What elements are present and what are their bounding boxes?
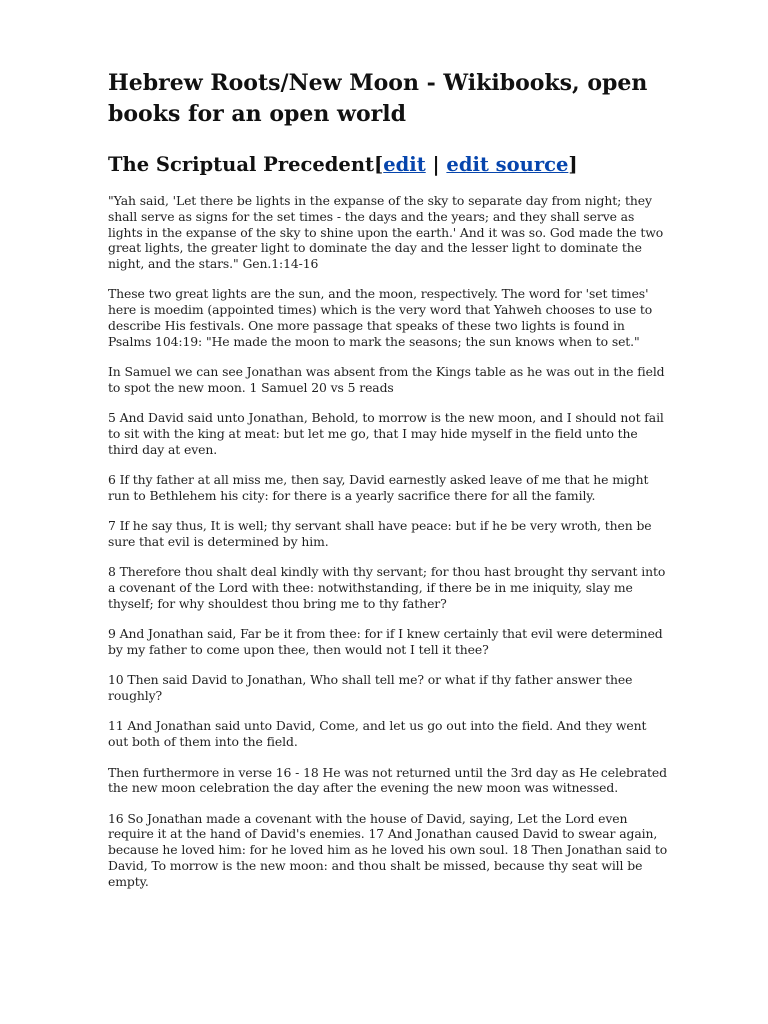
edit-source-link[interactable]: edit source xyxy=(446,153,569,176)
paragraph-samuel-intro: In Samuel we can see Jonathan was absent from the Kings table as he was out in the field to spot the new moon. 1 Samuel 20 vs 5 reads xyxy=(108,364,665,395)
paragraph-verses-16-18: 16 So Jonathan made a covenant with the house of David, saying, Let the Lord even require it at the hand of David's enemies. 17 And Jonathan caused David to swear again, because he loved him: for he loved him as he loved his own soul. 18 Then Jonathan said to David, To morrow is the new moon: and thou shalt be missed, because thy seat will be empty. xyxy=(108,810,668,889)
page-title: Hebrew Roots/New Moon - Wikibooks, open books for an open world xyxy=(108,70,648,127)
paragraph-verse-8: 8 Therefore thou shalt deal kindly with thy servant; for thou hast brought thy servant into a covenant of the Lord with thee: notwithstanding, if there be in me iniquity, slay me thyself; for why shouldest thou bring me to thy father? xyxy=(108,564,666,611)
paragraph-verse-9: 9 And Jonathan said, Far be it from thee: for if I knew certainly that evil were determined by my father to come upon thee, then would not I tell it thee? xyxy=(108,626,663,658)
paragraph-verse-7: 7 If he say thus, It is well; thy servant shall have peace: but if he be very wroth, then be sure that evil is determined by him. xyxy=(108,518,652,550)
close-bracket: ] xyxy=(568,153,578,176)
paragraph-great-lights: These two great lights are the sun, and the moon, respectively. The word for 'set times' here is moedim (appointed times) which is the very word that Yahweh chooses to use to describe His festivals. One more passage that speaks of these two lights is found in Psalms 104:19: "He made the moon to mark the seasons; the sun knows when to set." xyxy=(108,286,653,349)
paragraph-verse-5: 5 And David said unto Jonathan, Behold, to morrow is the new moon, and I should not fail to sit with the king at meat: but let me go, that I may hide myself in the field unto the third day at even. xyxy=(108,410,664,457)
section-title: The Scriptual Precedent xyxy=(108,153,375,176)
paragraph-verse-10: 10 Then said David to Jonathan, Who shall tell me? or what if thy father answer thee roughly? xyxy=(108,672,633,704)
paragraph-verse-6: 6 If thy father at all miss me, then say, David earnestly asked leave of me that he might run to Bethlehem his city: for there is a yearly sacrifice there for all the family. xyxy=(108,472,649,503)
link-separator: | xyxy=(425,153,447,176)
paragraph-genesis-quote: "Yah said, 'Let there be lights in the expanse of the sky to separate day from night; they shall serve as signs for the set times - the days and the years; and they shall serve as lights in the expanse of the sky to shine upon the earth.' And it was so. God made the two great lights, the greater light to dominate the day and the lesser light to dominate the night, and the stars." Gen.1:14-16 xyxy=(108,193,664,272)
paragraph-verse-11: 11 And Jonathan said unto David, Come, and let us go out into the field. And they went out both of them into the field. xyxy=(108,718,647,750)
section-heading xyxy=(108,152,668,178)
paragraph-verses-16-18-intro: Then furthermore in verse 16 - 18 He was not returned until the 3rd day as He celebrated the new moon celebration the day after the evening the new moon was witnessed. xyxy=(108,764,667,796)
document-page xyxy=(108,68,668,904)
edit-link[interactable]: edit xyxy=(383,153,426,176)
open-bracket: [ xyxy=(374,153,384,176)
